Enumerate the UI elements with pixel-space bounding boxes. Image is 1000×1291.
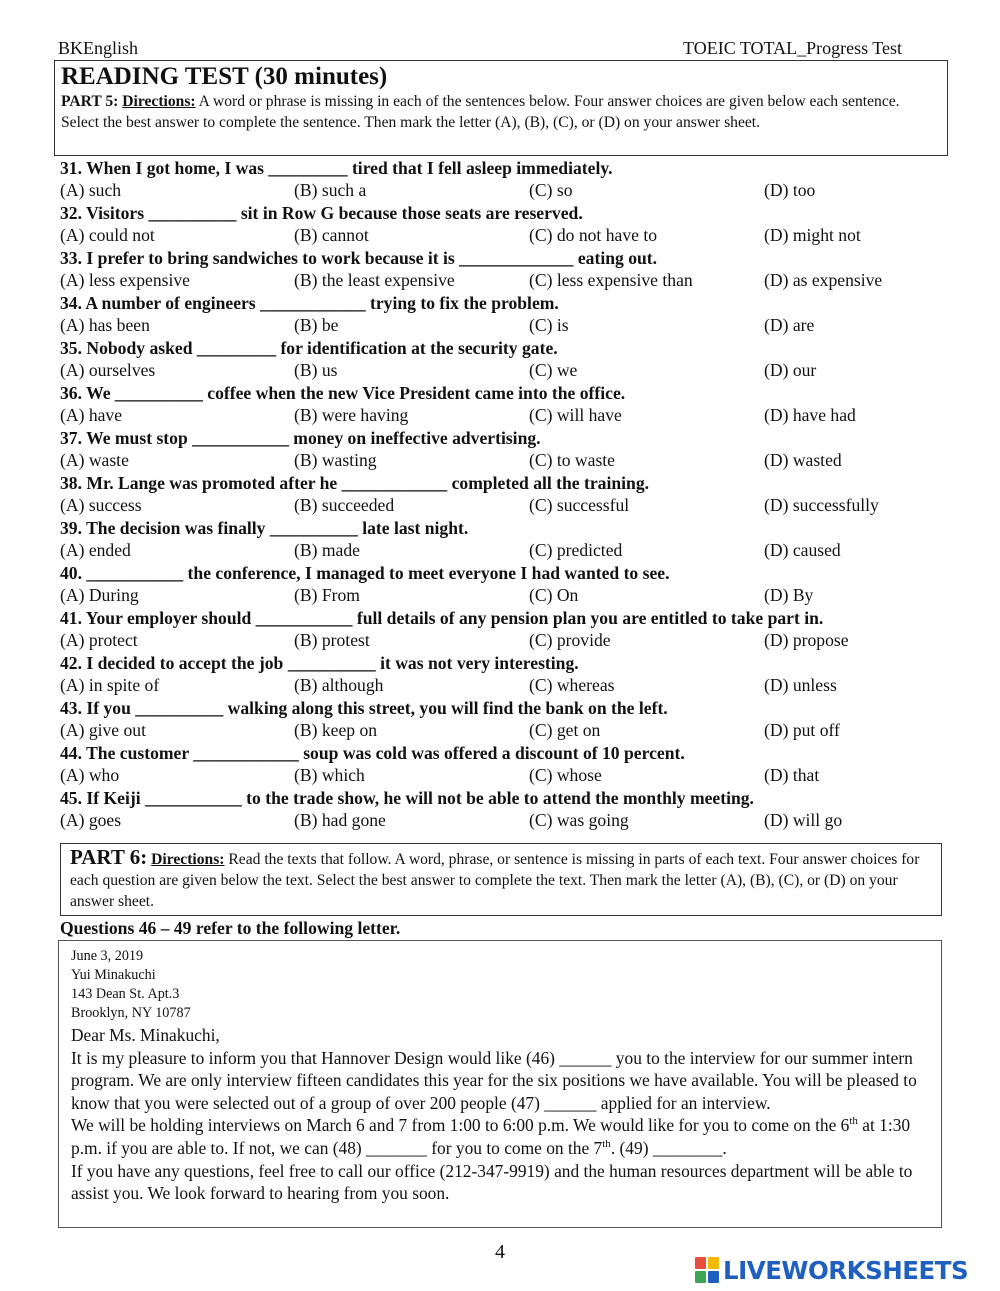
answer-option-b: (B) the least expensive	[294, 270, 455, 290]
answer-option-a: (A) in spite of	[60, 675, 160, 695]
answer-option-b: (B) be	[294, 315, 339, 335]
answer-options	[60, 764, 950, 786]
part5-directions	[61, 92, 941, 133]
question-stem: 40. ___________ the conference, I managed to meet everyone I had wanted to see.	[60, 563, 670, 583]
answer-option-c: (C) On	[529, 585, 579, 605]
part5-label: PART 5:	[61, 93, 119, 110]
answer-option-a: (A) less expensive	[60, 270, 190, 290]
letter-paragraph-3: If you have any questions, feel free to call our office (212-347-9919) and the human resources department will be able to assist you. We look forward to hearing from you soon.	[71, 1160, 913, 1204]
answer-option-c: (C) was going	[529, 810, 629, 830]
answer-options	[60, 584, 950, 606]
answer-option-d: (D) will go	[764, 810, 843, 830]
answer-option-a: (A) protect	[60, 630, 138, 650]
logo-square	[695, 1257, 706, 1269]
answer-option-a: (A) ended	[60, 540, 131, 560]
question-stem: 32. Visitors __________ sit in Row G because those seats are reserved.	[60, 203, 583, 223]
answer-option-b: (B) such a	[294, 180, 367, 200]
letter-paragraph-1: It is my pleasure to inform you that Hannover Design would like (46) ______ you to the interview for our summer intern program. We are only interview fifteen candidates this year for the six positions we have available. You will be pleased to know that you were selected out of a group of over 200 people (47) ______ applied for an interview.	[71, 1047, 917, 1113]
liveworksheets-logo[interactable]	[695, 1253, 968, 1287]
answer-option-b: (B) succeeded	[294, 495, 395, 515]
letter-salutation: Dear Ms. Minakuchi,	[71, 1025, 220, 1045]
answer-option-b: (B) cannot	[294, 225, 369, 245]
answer-option-d: (D) put off	[764, 720, 840, 740]
answer-option-c: (C) to waste	[529, 450, 615, 470]
answer-option-d: (D) are	[764, 315, 815, 335]
answer-option-a: (A) who	[60, 765, 120, 785]
question-item	[60, 607, 950, 652]
letter-recipient-name: Yui Minakuchi	[71, 967, 156, 983]
letter-p2-sup-2: th	[602, 1138, 611, 1151]
answer-option-d: (D) our	[764, 360, 817, 380]
answer-options	[60, 629, 950, 651]
question-stem: 31. When I got home, I was _________ tired that I fell asleep immediately.	[60, 158, 613, 178]
question-item	[60, 427, 950, 472]
answer-option-a: (A) success	[60, 495, 142, 515]
reading-test-title: READING TEST (30 minutes)	[61, 63, 388, 90]
letter-reference: Questions 46 – 49 refer to the following letter.	[60, 918, 401, 938]
part6-directions-text: Read the texts that follow. A word, phrase, or sentence is missing in parts of each text. Four answer choices for each question are given below the text. Select the best answer to complete the text. Then mark the letter (A), (B), (C), or (D) on your answer sheet.	[70, 851, 920, 910]
answer-option-a: (A) waste	[60, 450, 129, 470]
answer-options	[60, 179, 950, 201]
answer-option-d: (D) might not	[764, 225, 861, 245]
answer-option-b: (B) keep on	[294, 720, 378, 740]
part6-label: PART 6:	[70, 845, 148, 869]
answer-option-a: (A) have	[60, 405, 123, 425]
question-list	[60, 157, 950, 832]
question-stem: 43. If you __________ walking along this street, you will find the bank on the left.	[60, 698, 668, 718]
answer-options	[60, 449, 950, 471]
answer-options	[60, 809, 950, 831]
answer-options	[60, 674, 950, 696]
answer-option-a: (A) give out	[60, 720, 146, 740]
answer-option-d: (D) wasted	[764, 450, 842, 470]
answer-option-d: (D) propose	[764, 630, 849, 650]
question-stem: 33. I prefer to bring sandwiches to work because it is _____________ eating out.	[60, 248, 658, 268]
question-item	[60, 472, 950, 517]
question-item	[60, 742, 950, 787]
question-stem: 34. A number of engineers ____________ trying to fix the problem.	[60, 293, 559, 313]
part6-box	[60, 843, 942, 916]
question-item	[60, 157, 950, 202]
answer-option-d: (D) successfully	[764, 495, 879, 515]
answer-option-a: (A) goes	[60, 810, 122, 830]
logo-square	[708, 1257, 719, 1269]
letter-p2-part-b: at 1:30 p.m. if you are able to. If not, we can (48) _______ for you to come on the 7	[71, 1115, 911, 1158]
logo-square	[695, 1271, 706, 1283]
liveworksheets-icon	[695, 1257, 719, 1283]
header-left: BKEnglish	[58, 38, 139, 58]
answer-options	[60, 314, 950, 336]
answer-option-d: (D) unless	[764, 675, 837, 695]
answer-option-c: (C) less expensive than	[529, 270, 693, 290]
answer-option-c: (C) whereas	[529, 675, 615, 695]
answer-option-a: (A) ourselves	[60, 360, 156, 380]
part5-directions-label: Directions:	[122, 93, 196, 110]
answer-option-a: (A) During	[60, 585, 139, 605]
answer-option-b: (B) made	[294, 540, 360, 560]
answer-option-b: (B) were having	[294, 405, 409, 425]
answer-option-b: (B) protest	[294, 630, 370, 650]
question-stem: 39. The decision was finally __________ late last night.	[60, 518, 469, 538]
part5-directions-text: A word or phrase is missing in each of the sentences below. Four answer choices are given below each sentence. Select the best answer to complete the sentence. Then mark the letter (A), (B), (C), or (D) on your answer sheet.	[61, 93, 900, 131]
answer-option-a: (A) such	[60, 180, 122, 200]
answer-options	[60, 359, 950, 381]
part5-box	[54, 60, 948, 156]
header-right: TOEIC TOTAL_Progress Test	[683, 38, 902, 58]
answer-option-d: (D) too	[764, 180, 816, 200]
question-stem: 38. Mr. Lange was promoted after he ____________ completed all the training.	[60, 473, 650, 493]
answer-option-b: (B) wasting	[294, 450, 377, 470]
answer-option-d: (D) as expensive	[764, 270, 883, 290]
answer-option-c: (C) whose	[529, 765, 602, 785]
answer-option-b: (B) although	[294, 675, 384, 695]
answer-option-b: (B) From	[294, 585, 360, 605]
answer-option-b: (B) us	[294, 360, 338, 380]
question-item	[60, 697, 950, 742]
answer-option-b: (B) which	[294, 765, 365, 785]
answer-option-c: (C) predicted	[529, 540, 623, 560]
answer-option-c: (C) so	[529, 180, 573, 200]
answer-options	[60, 404, 950, 426]
question-stem: 45. If Keiji ___________ to the trade show, he will not be able to attend the monthly meeting.	[60, 788, 754, 808]
answer-option-d: (D) that	[764, 765, 820, 785]
letter-paragraph-2	[71, 1114, 929, 1159]
answer-option-c: (C) successful	[529, 495, 630, 515]
question-stem: 37. We must stop ___________ money on ineffective advertising.	[60, 428, 541, 448]
answer-option-c: (C) get on	[529, 720, 601, 740]
answer-option-d: (D) By	[764, 585, 814, 605]
page-number: 4	[495, 1241, 505, 1263]
answer-option-c: (C) we	[529, 360, 578, 380]
question-stem: 41. Your employer should ___________ full details of any pension plan you are entitled to take part in.	[60, 608, 824, 628]
answer-options	[60, 719, 950, 741]
answer-options	[60, 539, 950, 561]
letter-p2-part-a: We will be holding interviews on March 6 and 7 from 1:00 to 6:00 p.m. We would like for you to come on the 6	[71, 1115, 850, 1136]
answer-options	[60, 269, 950, 291]
letter-p2-sup-1: th	[849, 1115, 858, 1128]
question-item	[60, 787, 950, 832]
logo-square	[708, 1271, 719, 1283]
part6-directions-label: Directions:	[151, 851, 225, 868]
answer-option-c: (C) provide	[529, 630, 611, 650]
liveworksheets-wordmark: LIVEWORKSHEETS	[723, 1255, 969, 1285]
letter-box	[58, 940, 942, 1228]
answer-option-d: (D) caused	[764, 540, 841, 560]
question-item	[60, 517, 950, 562]
answer-option-d: (D) have had	[764, 405, 856, 425]
question-item	[60, 562, 950, 607]
letter-city: Brooklyn, NY 10787	[71, 1005, 191, 1021]
question-item	[60, 247, 950, 292]
question-item	[60, 382, 950, 427]
answer-options	[60, 494, 950, 516]
answer-option-c: (C) is	[529, 315, 569, 335]
answer-options	[60, 224, 950, 246]
question-item	[60, 202, 950, 247]
letter-p2-part-c: . (49) ________.	[610, 1137, 727, 1158]
question-item	[60, 652, 950, 697]
answer-option-a: (A) has been	[60, 315, 150, 335]
letter-date: June 3, 2019	[71, 948, 144, 964]
question-item	[60, 292, 950, 337]
answer-option-b: (B) had gone	[294, 810, 386, 830]
answer-option-a: (A) could not	[60, 225, 155, 245]
question-stem: 42. I decided to accept the job __________ it was not very interesting.	[60, 653, 579, 673]
answer-option-c: (C) will have	[529, 405, 622, 425]
question-stem: 44. The customer ____________ soup was cold was offered a discount of 10 percent.	[60, 743, 685, 763]
letter-street: 143 Dean St. Apt.3	[71, 986, 180, 1002]
question-item	[60, 337, 950, 382]
question-stem: 35. Nobody asked _________ for identification at the security gate.	[60, 338, 558, 358]
question-stem: 36. We __________ coffee when the new Vice President came into the office.	[60, 383, 626, 403]
answer-option-c: (C) do not have to	[529, 225, 658, 245]
